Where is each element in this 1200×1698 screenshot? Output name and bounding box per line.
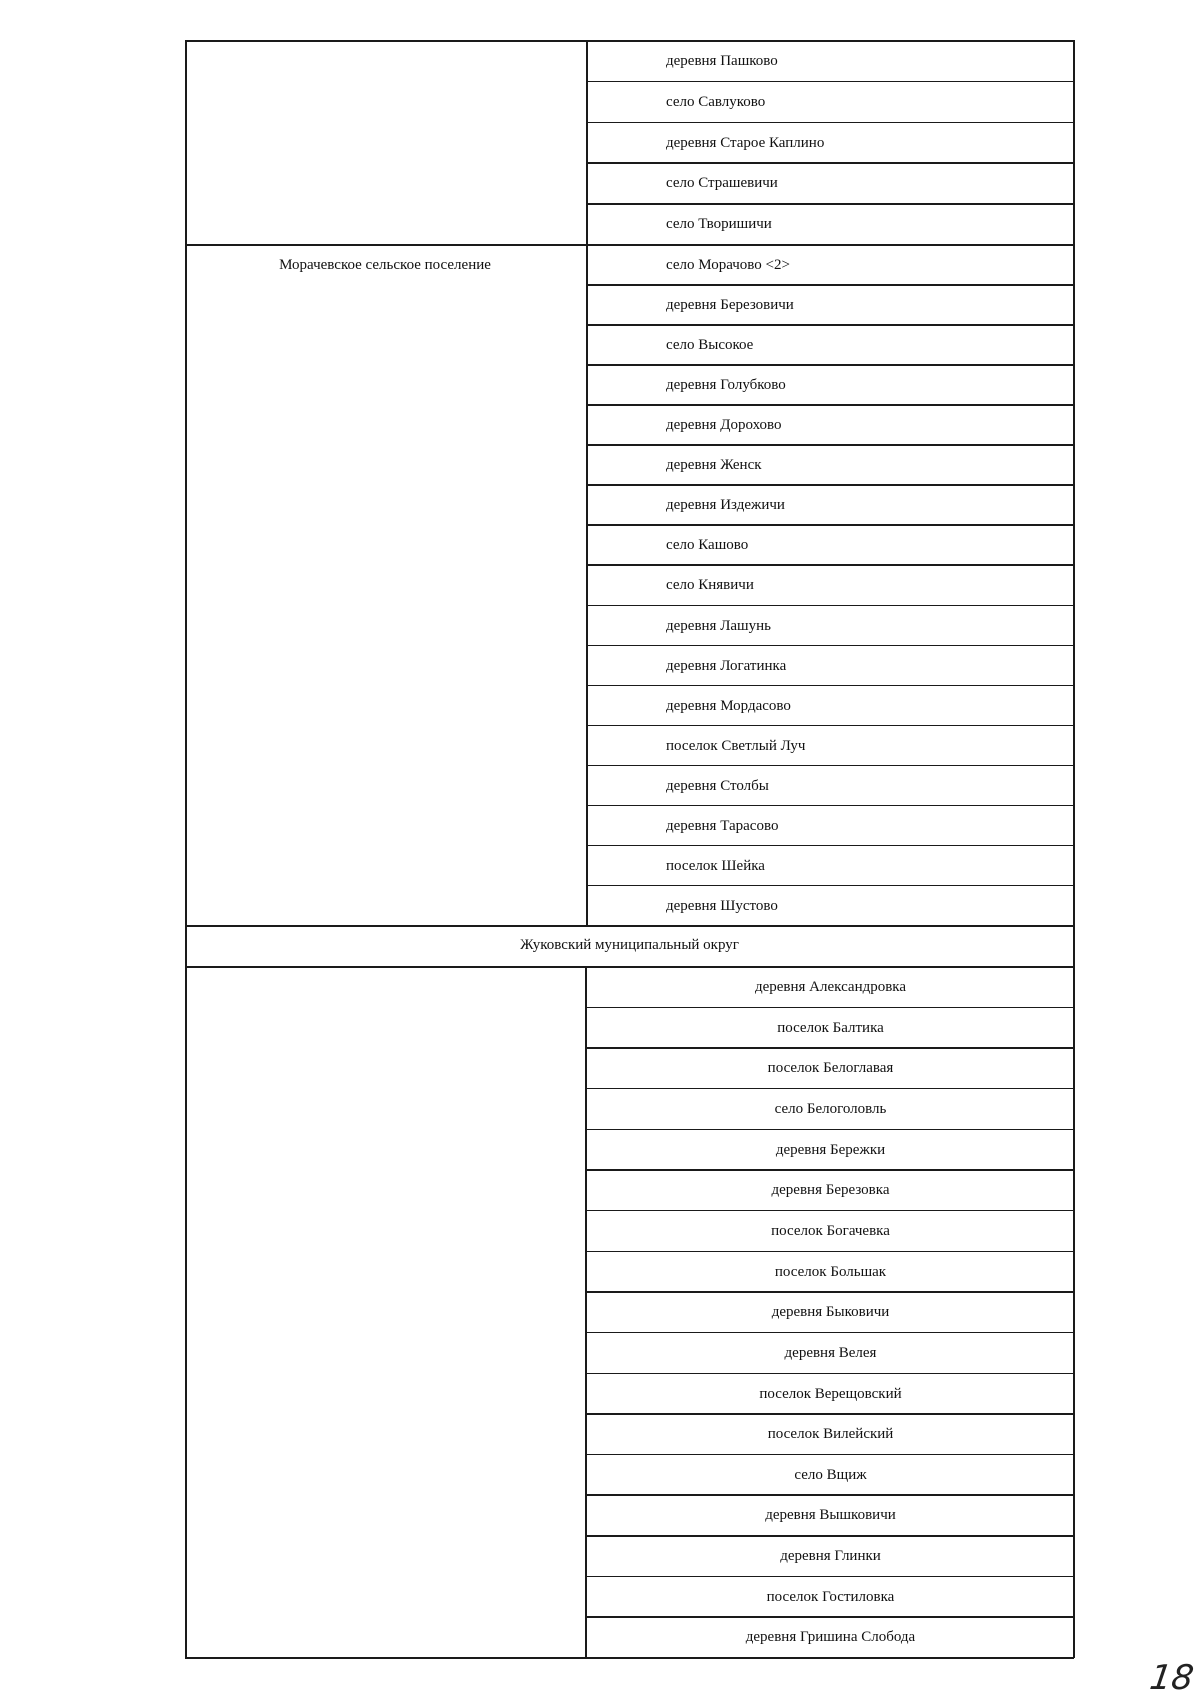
row-divider <box>586 81 1074 83</box>
table-row: деревня Лашунь <box>666 617 771 634</box>
row-divider <box>585 1088 1073 1090</box>
table-row: деревня Шустово <box>666 897 778 914</box>
table-row: поселок Гостиловка <box>766 1588 895 1605</box>
table-row: поселок Шейка <box>666 857 765 874</box>
table-border-bottom <box>185 1657 1074 1659</box>
table-row: деревня Столбы <box>666 777 769 794</box>
table-row: поселок Богачевка <box>771 1222 890 1239</box>
table-row: село Морачово <2> <box>666 257 790 273</box>
table-row: деревня Мордасово <box>666 697 791 714</box>
table-row: деревня Вышковичи <box>765 1507 896 1524</box>
row-divider <box>585 1332 1073 1334</box>
table-row: деревня Велея <box>784 1344 877 1361</box>
district-boundary <box>185 244 1074 246</box>
row-divider <box>586 765 1074 767</box>
row-divider <box>585 1616 1073 1618</box>
table-row: деревня Старое Каплино <box>666 134 825 151</box>
row-divider <box>585 1373 1073 1375</box>
table-row: деревня Издежичи <box>666 497 785 514</box>
table-border-left <box>185 40 187 1658</box>
district-name-morachevskoe: Морачевское сельское поселение <box>279 257 491 273</box>
table-row: деревня Голубково <box>666 377 786 394</box>
table-row: село Творишичи <box>666 216 772 233</box>
table-row: деревня Гришина Слобода <box>745 1629 916 1646</box>
row-divider <box>585 1413 1073 1415</box>
row-divider <box>586 885 1074 887</box>
table-row: поселок Светлый Луч <box>666 737 806 754</box>
row-divider <box>585 1129 1073 1131</box>
row-divider <box>586 564 1074 566</box>
row-divider <box>586 524 1074 526</box>
table-row: деревня Березовичи <box>666 297 794 314</box>
table-row: деревня Женск <box>666 457 762 474</box>
row-divider <box>586 484 1074 486</box>
table-row: поселок Белоглавая <box>767 1060 894 1077</box>
table-row: село Княвичи <box>666 577 754 594</box>
row-divider <box>586 364 1074 366</box>
row-divider <box>586 685 1074 687</box>
table-row: село Кашово <box>666 537 749 554</box>
row-divider <box>586 725 1074 727</box>
row-divider <box>586 324 1074 326</box>
table-row: село Савлуково <box>666 93 766 110</box>
row-divider <box>586 805 1074 807</box>
table-row: деревня Глинки <box>780 1548 881 1565</box>
row-divider <box>586 122 1074 124</box>
row-divider <box>586 645 1074 647</box>
row-divider <box>586 162 1074 164</box>
row-divider <box>585 1291 1073 1293</box>
table-row: деревня Тарасово <box>666 817 779 834</box>
row-divider <box>585 1494 1073 1496</box>
row-divider <box>585 1251 1073 1253</box>
row-divider <box>585 1576 1073 1578</box>
table-border-top <box>185 40 1074 42</box>
row-divider <box>585 1454 1073 1456</box>
district-boundary <box>185 966 1074 968</box>
row-divider <box>585 1007 1073 1009</box>
row-divider <box>586 605 1074 607</box>
table-row: село Высокое <box>666 337 754 354</box>
table-row: деревня Пашково <box>666 53 778 69</box>
table-row: село Страшевичи <box>666 175 778 192</box>
row-divider <box>586 444 1074 446</box>
district-boundary <box>185 925 1074 927</box>
table-row: село Вщиж <box>794 1466 867 1483</box>
table-row: поселок Большак <box>774 1263 887 1280</box>
page-number: 18 <box>1147 1658 1197 1698</box>
table-row: поселок Вилейский <box>767 1426 894 1443</box>
table-row: деревня Логатинка <box>666 657 787 674</box>
table-row: деревня Березовка <box>771 1182 890 1199</box>
row-divider <box>586 845 1074 847</box>
table-row: деревня Бережки <box>775 1141 886 1158</box>
row-divider <box>586 404 1074 406</box>
table-border-right <box>1073 40 1075 1658</box>
row-divider <box>585 1535 1073 1537</box>
table-row: деревня Александровка <box>754 979 907 995</box>
table-row: поселок Верещовский <box>759 1385 902 1402</box>
row-divider <box>586 284 1074 286</box>
row-divider <box>585 1210 1073 1212</box>
table-row: деревня Дорохово <box>666 417 782 434</box>
section-header-zhukovsky: Жуковский муниципальный округ <box>520 937 739 953</box>
table-row: деревня Быковичи <box>771 1304 890 1321</box>
table-row: село Белоголовль <box>774 1100 887 1117</box>
row-divider <box>585 1047 1073 1049</box>
table-row: поселок Балтика <box>777 1019 884 1036</box>
column-divider-top <box>586 40 588 926</box>
row-divider <box>585 1169 1073 1171</box>
row-divider <box>586 203 1074 205</box>
